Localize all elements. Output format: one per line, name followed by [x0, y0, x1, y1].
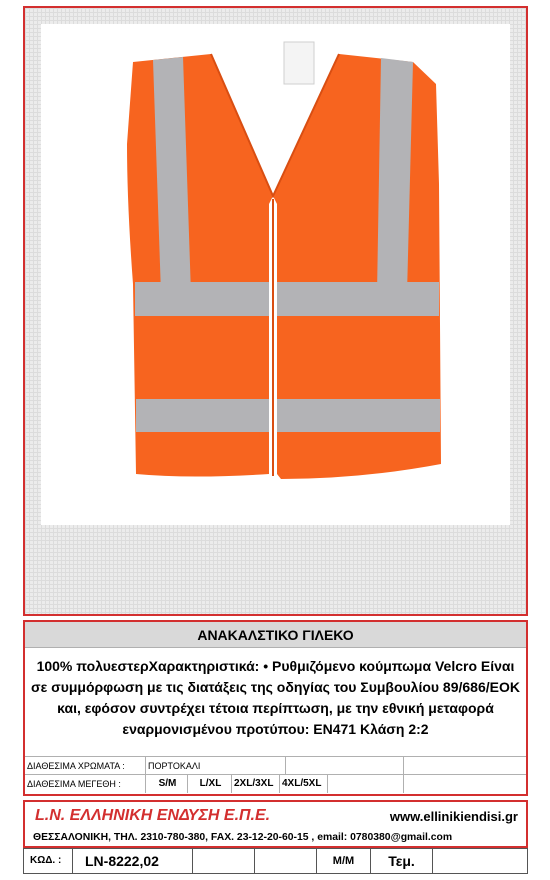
empty-cell: [254, 849, 316, 873]
size-option: 4XL/5XL: [279, 775, 327, 793]
colors-label: ΔΙΑΘΕΣΙΜΑ ΧΡΩΜΑΤΑ :: [27, 761, 125, 771]
unit-value: Τεμ.: [370, 849, 432, 873]
company-website[interactable]: www.ellinikiendisi.gr: [389, 809, 518, 824]
product-image-panel: [23, 6, 528, 616]
company-contact: ΘΕΣΣΑΛΟΝΙΚΗ, ΤΗΛ. 2310-780-380, FAX. 23-12-20-60-15 , email: 0780380@gmail.com: [33, 832, 453, 843]
empty-cell: [403, 757, 526, 775]
empty-cell: [285, 757, 403, 775]
empty-cell: [432, 849, 527, 873]
empty-cell: [403, 775, 526, 793]
size-option: S/M: [145, 775, 187, 793]
code-label: ΚΩΔ. :: [30, 855, 62, 866]
vest-illustration: [41, 24, 510, 525]
sizes-row: [25, 774, 526, 792]
product-photo: [41, 24, 510, 525]
size-option: L/XL: [187, 775, 231, 793]
company-name: L.N. ΕΛΛΗΝΙΚΗ ΕΝΔΥΣΗ Ε.Π.Ε.: [35, 807, 271, 824]
description-panel: [23, 620, 528, 796]
product-title: ΑΝΑΚΑΛΣΤΙΚΟ ΓΙΛΕΚΟ: [25, 622, 526, 648]
company-info-panel: [23, 800, 528, 848]
unit-label: Μ/Μ: [316, 849, 370, 873]
empty-cell: [192, 849, 254, 873]
size-option: 2XL/3XL: [231, 775, 279, 793]
sizes-label: ΔΙΑΘΕΣΙΜΑ ΜΕΓΕΘΗ :: [27, 779, 121, 789]
product-description: 100% πολυεστερΧαρακτηριστικά: • Ρυθμιζόμενο κούμπωμα Velcro Είναι σε συμμόρφωση με τις διατάξεις της οδηγίας του Συμβουλίου 89/686/ΕΟΚ και, εφόσον συντρέχει τέτοια περίπτωση, με την εθνική μεταφορά εναρμονισμένου προτύπου: EN471 Κλάση 2:2: [31, 658, 520, 737]
product-code-row: [23, 848, 528, 874]
empty-cell: [327, 775, 403, 793]
code-value: LN-8222,02: [72, 849, 192, 873]
colors-row: [25, 756, 526, 774]
colors-value: ΠΟΡΤΟΚΑΛΙ: [145, 757, 285, 775]
